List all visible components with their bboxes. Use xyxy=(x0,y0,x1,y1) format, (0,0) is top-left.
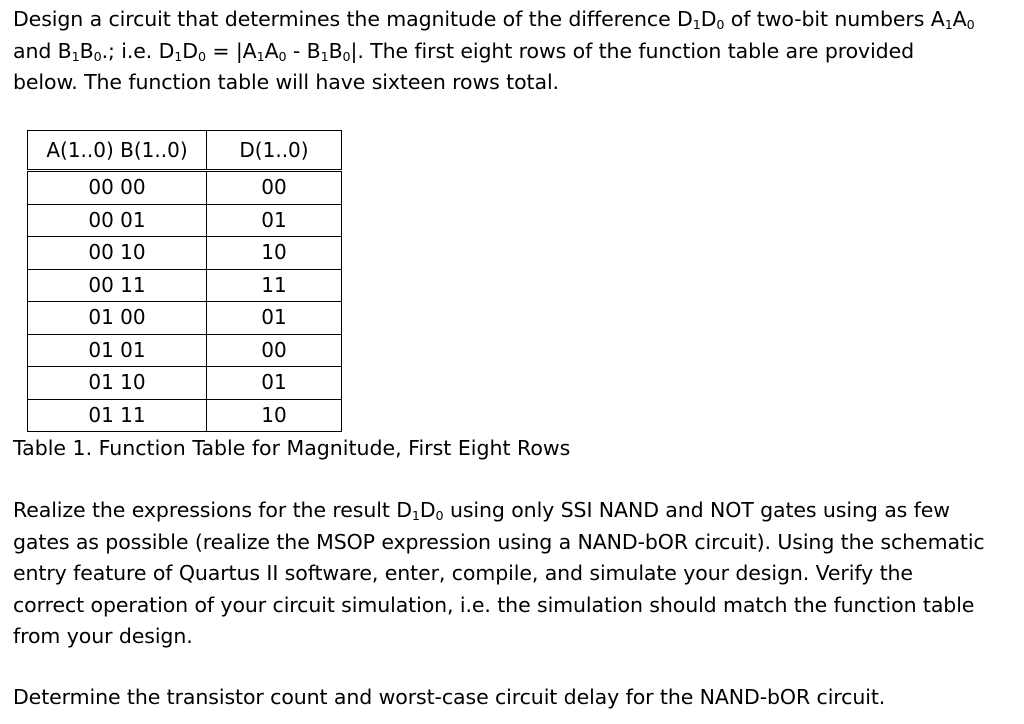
cell-d: 10 xyxy=(207,237,342,270)
realize-line-2: gates as possible (realize the MSOP expression using a NAND-bOR circuit). Using the schematic xyxy=(13,529,985,554)
function-table-header-row xyxy=(28,131,342,171)
table-row xyxy=(28,171,342,205)
table-row xyxy=(28,367,342,400)
intro-line-3: below. The function table will have sixteen rows total. xyxy=(13,70,559,94)
header-d: D(1..0) xyxy=(207,131,342,171)
function-table xyxy=(27,130,342,432)
cell-ab: 01 10 xyxy=(28,367,207,400)
realize-line-3: entry feature of Quartus II software, enter, compile, and simulate your design. Verify the xyxy=(13,561,913,585)
table-row xyxy=(28,204,342,237)
cell-d: 11 xyxy=(207,269,342,302)
cell-ab: 00 11 xyxy=(28,269,207,302)
cell-ab: 00 01 xyxy=(28,204,207,237)
determine-paragraph xyxy=(13,682,1013,714)
table-row xyxy=(28,269,342,302)
cell-d: 00 xyxy=(207,334,342,367)
determine-line: Determine the transistor count and worst-case circuit delay for the NAND-bOR circuit. xyxy=(13,685,886,709)
header-ab: A(1..0) B(1..0) xyxy=(28,131,207,171)
cell-ab: 00 00 xyxy=(28,171,207,205)
intro-paragraph xyxy=(13,4,1013,99)
realize-paragraph xyxy=(13,495,1013,653)
realize-line-5: from your design. xyxy=(13,624,193,648)
table-row xyxy=(28,399,342,432)
realize-line-1: Realize the expressions for the result $D_1D_0$ using only SSI NAND and NOT gates using as few xyxy=(13,498,950,524)
cell-ab: 01 00 xyxy=(28,302,207,335)
cell-d: 01 xyxy=(207,204,342,237)
cell-ab: 01 11 xyxy=(28,399,207,432)
cell-d: 00 xyxy=(207,171,342,205)
cell-d: 01 xyxy=(207,367,342,400)
table-caption: Table 1. Function Table for Magnitude, First Eight Rows xyxy=(13,436,571,460)
intro-line-2: and $B_1B_0$.; i.e. $D_1D_0 = |A_1A_0 - B_1B_0|$. The first eight rows of the function table are provided xyxy=(13,38,915,64)
cell-ab: 00 10 xyxy=(28,237,207,270)
intro-line-1: Design a circuit that determines the magnitude of the difference $D_1D_0$ of two-bit numbers $A_1A_0$ xyxy=(13,7,975,33)
cell-d: 10 xyxy=(207,399,342,432)
cell-ab: 01 01 xyxy=(28,334,207,367)
table-row xyxy=(28,334,342,367)
table-row xyxy=(28,302,342,335)
cell-d: 01 xyxy=(207,302,342,335)
table-row xyxy=(28,237,342,270)
realize-line-4: correct operation of your circuit simulation, i.e. the simulation should match the function table xyxy=(13,592,975,617)
